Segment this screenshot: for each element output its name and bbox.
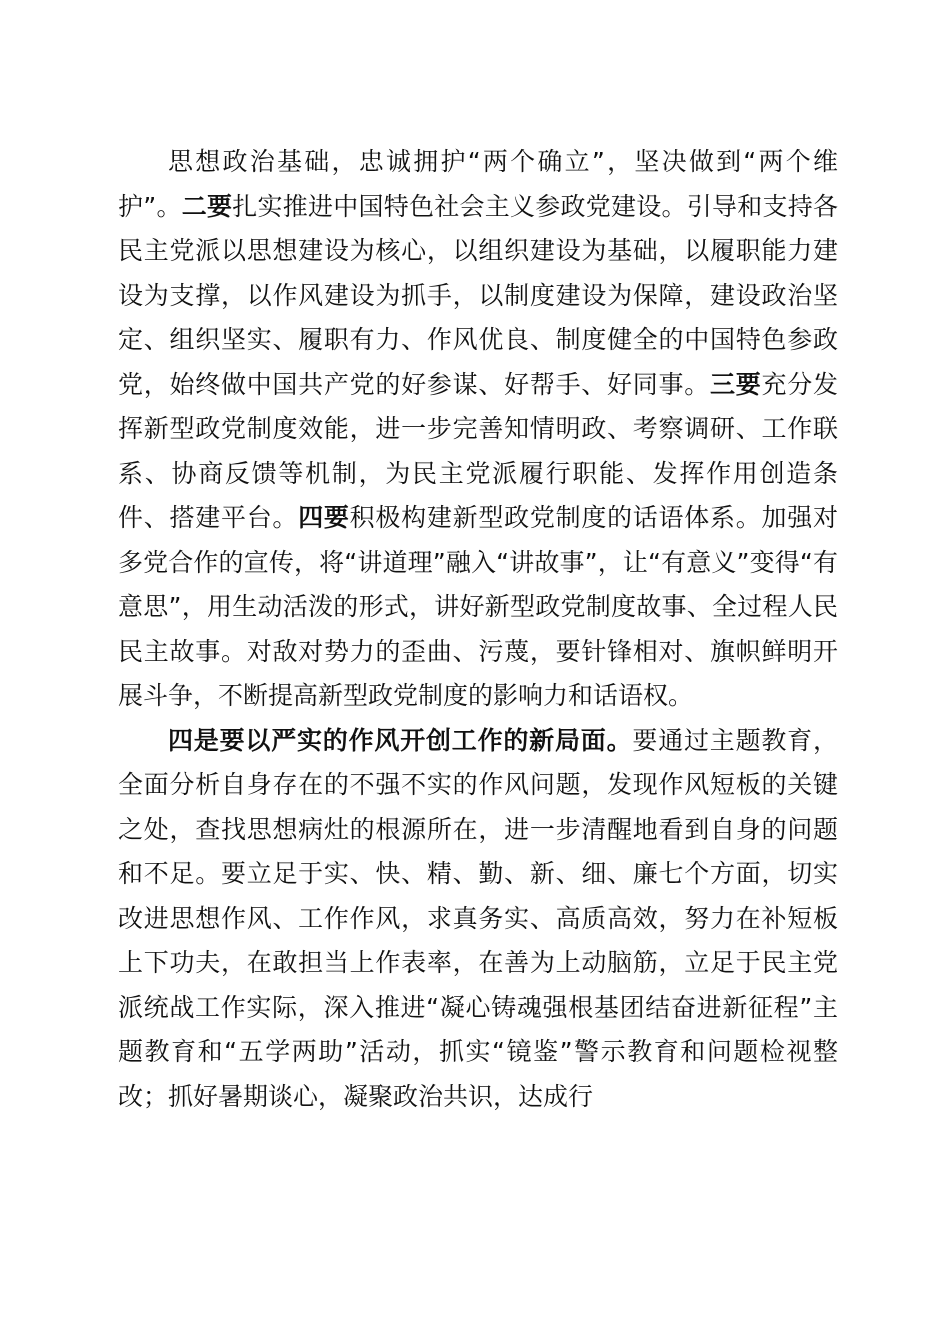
bold-lead-four: 四要 xyxy=(298,503,350,532)
bold-lead-three: 三要 xyxy=(710,369,762,399)
text-segment: 思想政治基础，忠诚拥护“两个确立”，坚决做到“两个维护”。 xyxy=(118,147,838,221)
paragraph-continued xyxy=(118,140,838,719)
bold-lead-two: 二要 xyxy=(181,191,233,221)
text-segment: 充分发挥新型政党制度效能，进一步完善知情明政、考察调研、工作联系、协商反馈等机制，为民主党派履行职能、发挥作用创造条件、搭建平台。 xyxy=(118,369,838,532)
text-segment: 要通过主题教育，全面分析自身存在的不强不实的作风问题，发现作风短板的关键之处，查找思想病灶的根源所在，进一步清醒地看到自身的问题和不足。要立足于实、快、精、勤、新、细、廉七个方面，切实改进思想作风、工作作风，求真务实、高质高效，努力在补短板上下功夫，在敢担当上作表率，在善为上动脑筋，立足于民主党派统战工作实际，深入推进“凝心铸魂强根基团结奋进新征程”主题教育和“五学两助”活动，抓实“镜鉴”警示教育和问题检视整改；抓好暑期谈心，凝聚政治共识，达成行 xyxy=(118,725,838,1111)
document-page xyxy=(118,140,838,1119)
paragraph-section-four xyxy=(118,719,838,1120)
section-heading: 四是要以严实的作风开创工作的新局面。 xyxy=(168,725,633,755)
text-segment: 扎实推进中国特色社会主义参政党建设。引导和支持各民主党派以思想建设为核心，以组织建设为基础，以履职能力建设为支撑，以作风建设为抓手，以制度建设为保障，建设政治坚定、组织坚实、履职有力、作风优良、制度健全的中国特色参政党，始终做中国共产党的好参谋、好帮手、好同事。 xyxy=(118,191,838,399)
text-segment: 积极构建新型政党制度的话语体系。加强对多党合作的宣传，将“讲道理”融入“讲故事”，让“有意义”变得“有意思”，用生动活泼的形式，讲好新型政党制度故事、全过程人民民主故事。对敌对势力的歪曲、污蔑，要针锋相对、旗帜鲜明开展斗争，不断提高新型政党制度的影响力和话语权。 xyxy=(118,503,838,710)
